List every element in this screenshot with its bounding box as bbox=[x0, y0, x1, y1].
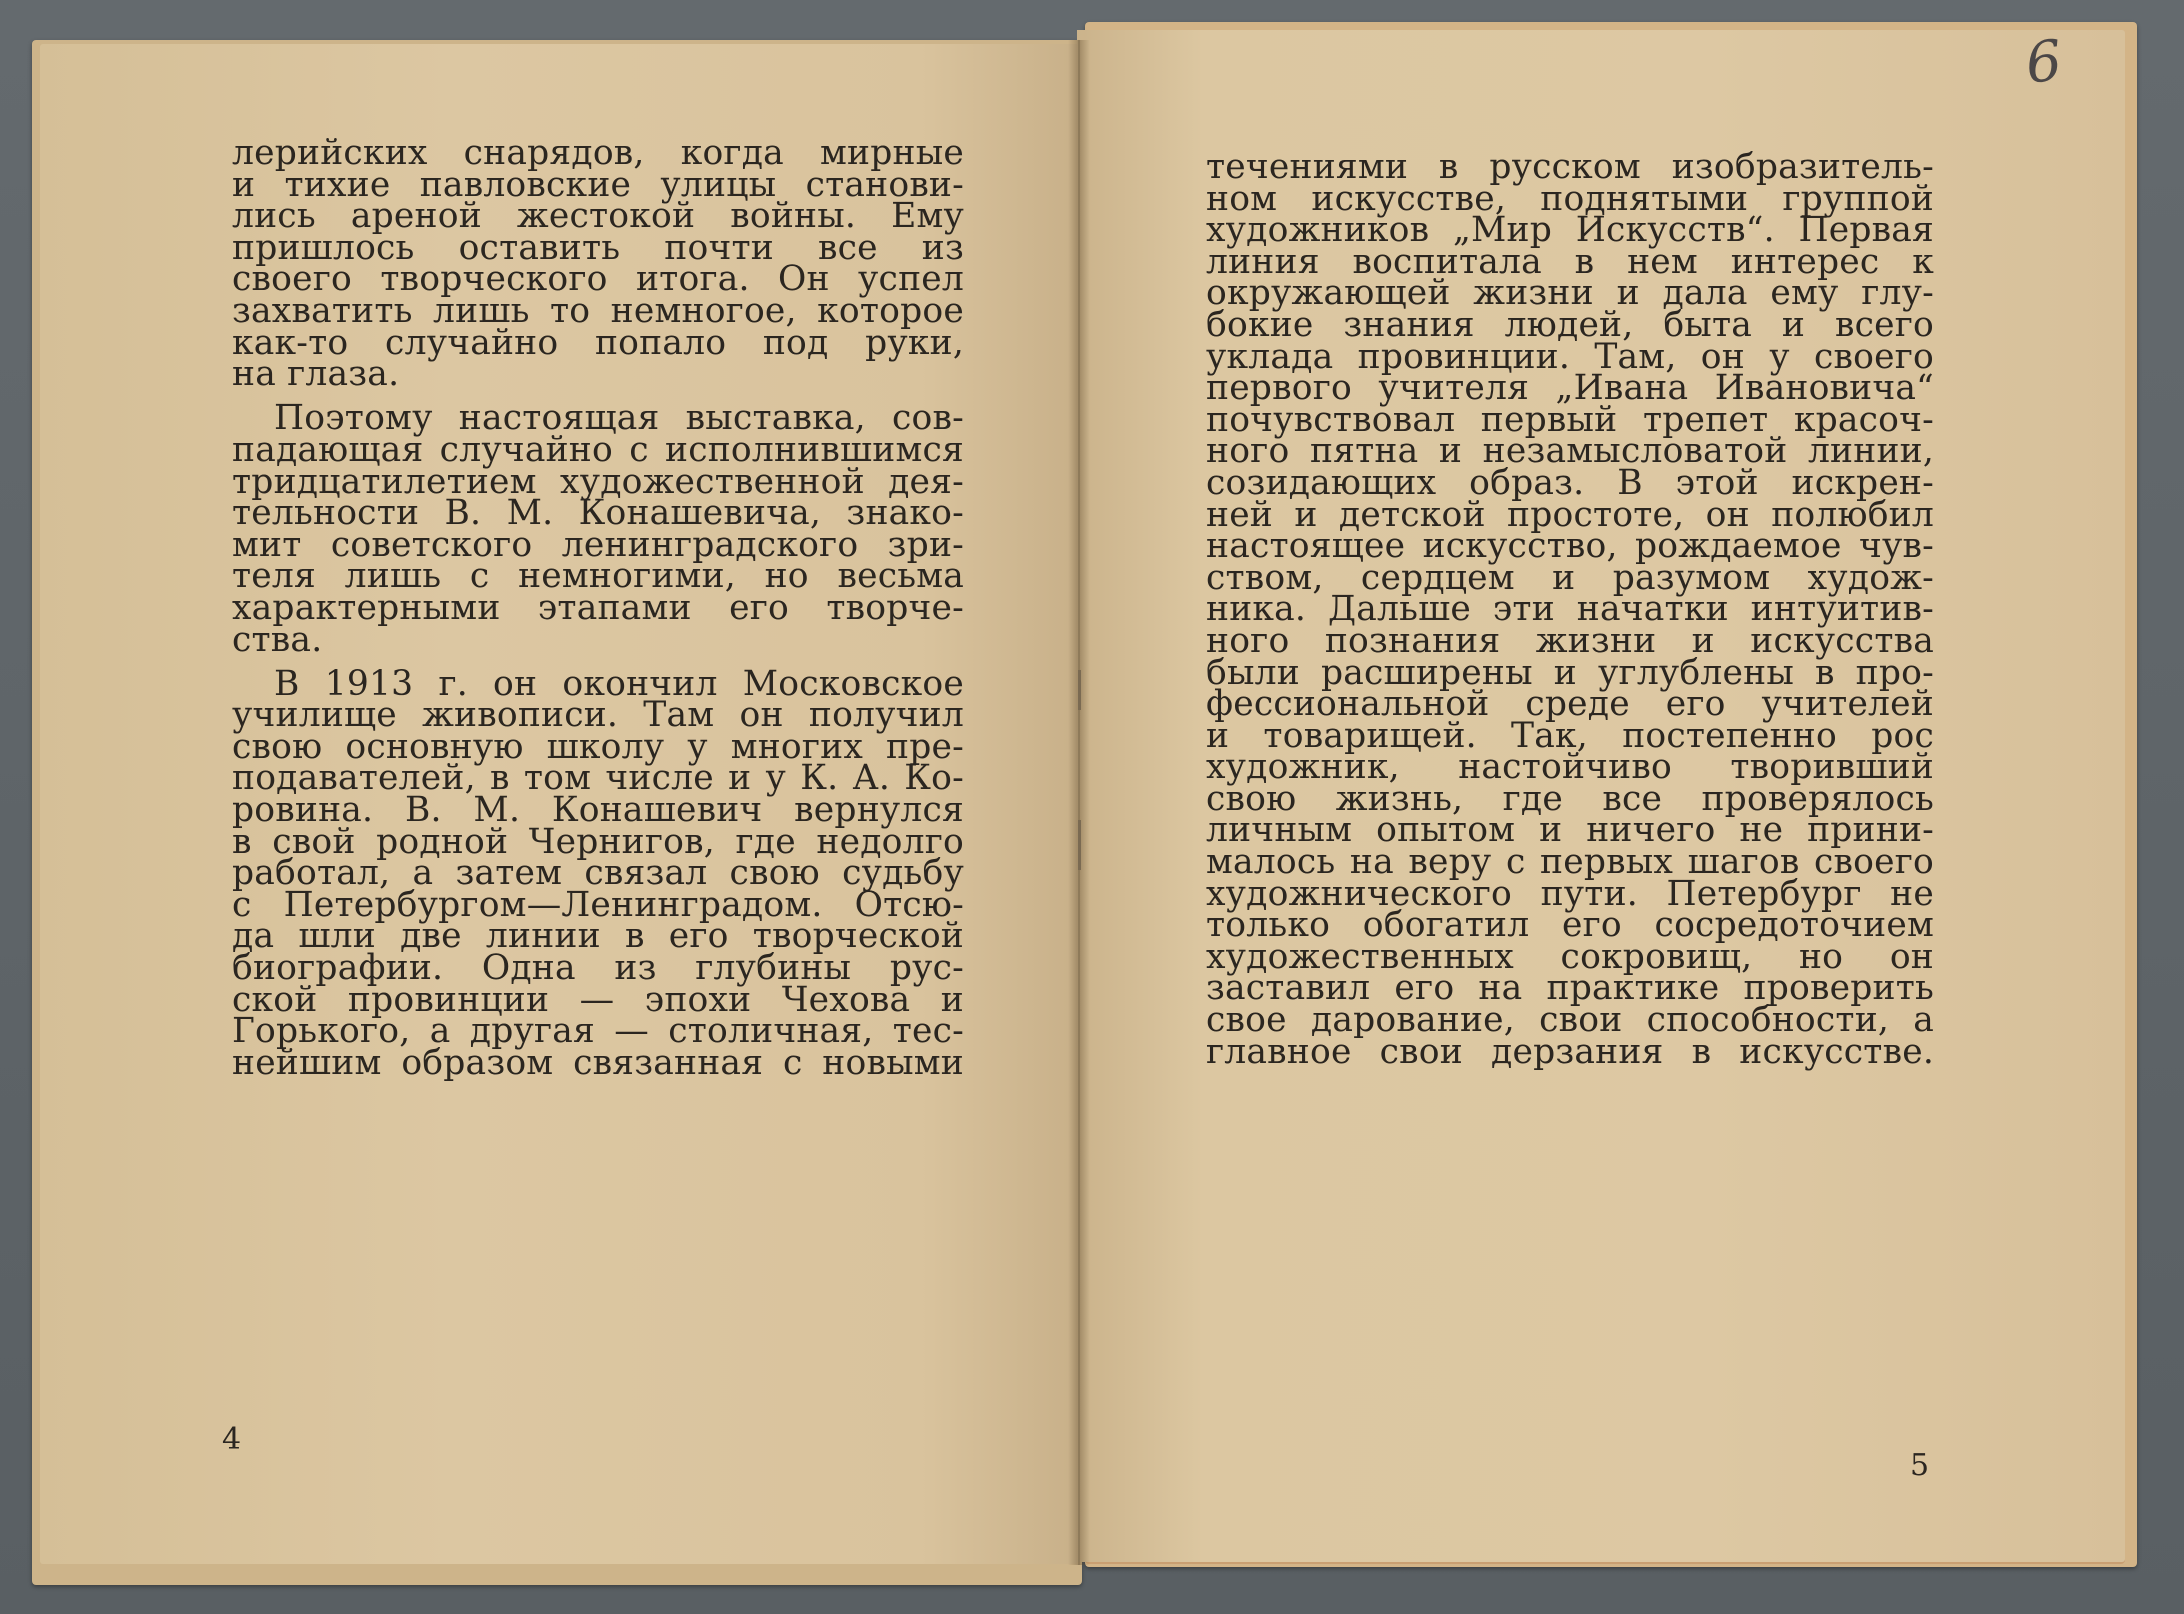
text-line: теля лишь с немногими, но весьма bbox=[232, 556, 964, 597]
text-line: тридцатилетием художественной дея- bbox=[232, 461, 964, 502]
text-line: ном искусстве, поднятыми группой bbox=[1206, 178, 1934, 219]
binding-stitch-upper bbox=[1078, 670, 1081, 710]
text-line: художник, настойчиво творивший bbox=[1206, 747, 1934, 788]
text-line: заставил его на практике проверить bbox=[1206, 968, 1934, 1009]
text-line: на глаза. bbox=[232, 354, 400, 395]
text-line: только обогатил его сосредоточием bbox=[1206, 905, 1934, 946]
text-line: течениями в русском изобразитель- bbox=[1206, 147, 1934, 187]
text-line: свою жизнь, где все проверялось bbox=[1206, 778, 1934, 819]
handwritten-page-mark: 6 bbox=[2022, 28, 2065, 97]
text-line: и тихие павловские улицы станови- bbox=[232, 164, 964, 205]
text-line: характерными этапами его творче- bbox=[232, 587, 964, 628]
left-paragraph-1 bbox=[232, 133, 964, 395]
text-line: мит советского ленинградского зри- bbox=[232, 524, 964, 565]
text-line: нейшим образом связанная с новыми bbox=[232, 1042, 964, 1083]
text-line: своего творческого итога. Он успел bbox=[232, 259, 964, 300]
text-line: художников „Мир Искусств“. Первая bbox=[1206, 210, 1934, 251]
text-line: ней и детской простоте, он полюбил bbox=[1206, 494, 1934, 535]
text-line: созидающих образ. В этой искрен- bbox=[1206, 462, 1934, 503]
text-line: с Петербургом—Ленинградом. Отсю- bbox=[232, 884, 964, 925]
text-line: ством, сердцем и разумом худож- bbox=[1206, 557, 1934, 598]
text-line: пришлось оставить почти все из bbox=[232, 227, 964, 268]
left-paragraph-2 bbox=[232, 398, 964, 660]
text-line: биографии. Одна из глубины рус- bbox=[232, 948, 964, 989]
text-line: свое дарование, свои способности, а bbox=[1206, 1000, 1934, 1041]
text-line: ровина. В. М. Конашевич вернулся bbox=[232, 790, 964, 831]
text-line: главное свои дерзания в искусстве. bbox=[1206, 1031, 1934, 1072]
text-line: В 1913 г. он окончил Московское bbox=[274, 663, 964, 704]
text-line: художнического пути. Петербург не bbox=[1206, 873, 1934, 914]
text-line: первого учителя „Ивана Ивановича“ bbox=[1206, 368, 1934, 409]
text-line: Поэтому настоящая выставка, сов- bbox=[274, 398, 964, 439]
text-line: работал, а затем связал свою судьбу bbox=[232, 853, 964, 894]
text-line: почувствовал первый трепет красоч- bbox=[1206, 399, 1934, 440]
page-number-left: 4 bbox=[222, 1422, 242, 1457]
right-page-text bbox=[1206, 147, 1934, 1072]
text-line: уклада провинции. Там, он у своего bbox=[1206, 336, 1934, 377]
text-line: как-то случайно попало под руки, bbox=[232, 322, 964, 363]
text-line: малось на веру с первых шагов своего bbox=[1206, 842, 1934, 883]
page-number-right: 5 bbox=[1910, 1448, 1930, 1483]
text-line: училище живописи. Там он получил bbox=[232, 695, 964, 736]
text-line: художественных сокровищ, но он bbox=[1206, 936, 1934, 977]
text-line: ской провинции — эпохи Чехова и bbox=[232, 979, 964, 1020]
text-line: падающая случайно с исполнившимся bbox=[232, 429, 964, 470]
text-line: настоящее искусство, рождаемое чув- bbox=[1206, 526, 1934, 567]
text-line: подавателей, в том числе и у К. А. Ко- bbox=[232, 758, 964, 799]
text-line: личным опытом и ничего не прини- bbox=[1206, 810, 1934, 851]
text-line: бокие знания людей, быта и всего bbox=[1206, 304, 1934, 345]
text-line: лись ареной жестокой войны. Ему bbox=[232, 196, 964, 237]
text-line: лерийских снарядов, когда мирные bbox=[232, 133, 964, 173]
binding-stitch-lower bbox=[1078, 820, 1081, 870]
text-line: ника. Дальше эти начатки интуитив- bbox=[1206, 589, 1934, 630]
text-line: захватить лишь то немногое, которое bbox=[232, 290, 964, 331]
text-line: и товарищей. Так, постепенно рос bbox=[1206, 715, 1934, 756]
text-line: ства. bbox=[232, 619, 323, 660]
text-line: фессиональной среде его учителей bbox=[1206, 684, 1934, 725]
book-gutter bbox=[1068, 40, 1090, 1565]
text-line: тельности В. М. Конашевича, знако- bbox=[232, 493, 964, 534]
text-line: Горького, а другая — столичная, тес- bbox=[232, 1011, 964, 1052]
text-line: ного пятна и незамысловатой линии, bbox=[1206, 431, 1934, 472]
text-line: были расширены и углублены в про- bbox=[1206, 652, 1934, 693]
text-line: окружающей жизни и дала ему глу- bbox=[1206, 273, 1934, 314]
text-line: линия воспитала в нем интерес к bbox=[1206, 241, 1934, 282]
text-line: в свой родной Чернигов, где недолго bbox=[232, 821, 964, 862]
text-line: ного познания жизни и искусства bbox=[1206, 620, 1934, 661]
text-line: да шли две линии в его творческой bbox=[232, 916, 964, 957]
text-line: свою основную школу у многих пре- bbox=[232, 726, 964, 767]
left-page-text bbox=[232, 133, 964, 1083]
left-paragraph-3 bbox=[232, 663, 964, 1083]
